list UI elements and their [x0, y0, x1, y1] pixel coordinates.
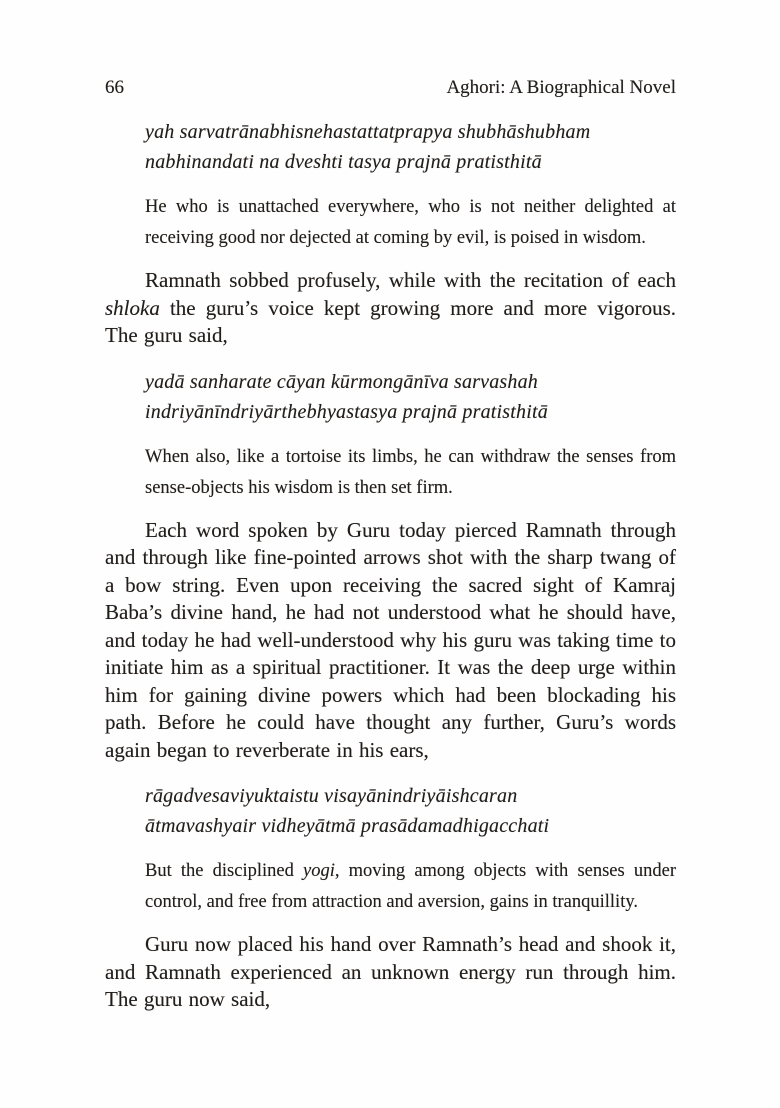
- verse-line: rāgadvesaviyuktaistu visayānindriyāishcaran: [145, 785, 518, 807]
- verse-line: nabhinandati na dveshti tasya prajnā pratisthitā: [145, 151, 542, 173]
- verse-line: yadā sanharate cāyan kūrmongānīva sarvashah: [145, 370, 538, 393]
- narrative-paragraph-1: [105, 267, 676, 350]
- verse-translation-2: When also, like a tortoise its limbs, he can withdraw the senses from sense-objects his wisdom is then set firm.: [145, 446, 676, 498]
- translation-text: , moving among objects with senses under control, and free from attraction and aversion, gains in tranquillity.: [145, 861, 676, 912]
- running-title: Aghori: A Biographical Novel: [446, 77, 676, 98]
- narrative-paragraph-2: Each word spoken by Guru today pierced Ramnath through and through like fine-pointed arrows shot with the sharp twang of a bow string. Even upon receiving the sacred sight of Kamraj Baba’s divine hand, he had not understood what he should have, and today he had well-understood why his guru was taking time to initiate him as a spiritual practitioner. It was the deep urge within him for gaining divine powers which had been blockading his path. Before he could have thought any further, Guru’s words again began to reverberate in his ears,: [105, 517, 676, 762]
- verse-line: indriyānīndriyārthebhyastasya prajnā pratisthitā: [145, 400, 548, 423]
- italic-term-yogi: yogi: [303, 861, 335, 881]
- verse-line: yah sarvatrānabhisnehastattatprapya shubhāshubham: [145, 121, 591, 143]
- page-number: 66: [105, 77, 124, 98]
- translation-text: But the disciplined: [145, 861, 303, 881]
- sanskrit-verse-2: [145, 367, 676, 427]
- italic-term-shloka: shloka: [105, 295, 160, 320]
- verse-translation-1: He who is unattached everywhere, who is not neither delighted at receiving good nor dejected at coming by evil, is poised in wisdom.: [145, 197, 676, 248]
- paragraph-text: the guru’s voice kept growing more and more vigorous. The guru said,: [105, 295, 676, 347]
- verse-translation-3: [145, 856, 676, 918]
- page-header: [105, 76, 676, 100]
- sanskrit-verse-1: [145, 117, 676, 177]
- sanskrit-verse-3: [145, 781, 676, 841]
- narrative-paragraph-3: Guru now placed his hand over Ramnath’s head and shook it, and Ramnath experienced an unknown energy run through him. The guru now said,: [105, 932, 676, 1011]
- verse-line: ātmavashyair vidheyātmā prasādamadhigacchati: [145, 815, 550, 837]
- paragraph-text: Ramnath sobbed profusely, while with the recitation of each: [145, 268, 676, 292]
